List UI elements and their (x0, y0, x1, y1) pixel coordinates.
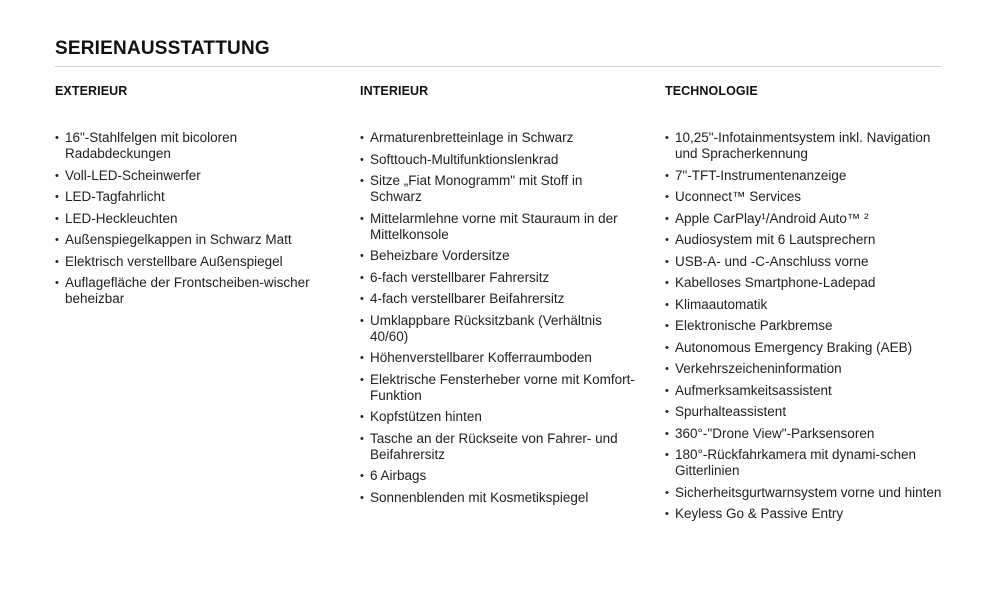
feature-item: • Audiosystem mit 6 Lautsprechern (665, 232, 945, 248)
feature-list (665, 130, 945, 522)
feature-item: • Armaturenbretteinlage in Schwarz (360, 130, 635, 146)
feature-item: • Klimaautomatik (665, 297, 945, 313)
feature-item: • LED-Heckleuchten (55, 211, 330, 227)
feature-item: • Höhenverstellbarer Kofferraumboden (360, 350, 635, 366)
feature-item: • Sonnenblenden mit Kosmetikspiegel (360, 490, 635, 506)
feature-item: • 180°-Rückfahrkamera mit dynami-schen Gitterlinien (665, 447, 945, 479)
feature-item: • Aufmerksamkeitsassistent (665, 383, 945, 399)
feature-item: • Mittelarmlehne vorne mit Stauraum in der Mittelkonsole (360, 211, 635, 243)
feature-item: • Softtouch-Multifunktionslenkrad (360, 152, 635, 168)
feature-item: • Spurhalteassistent (665, 404, 945, 420)
feature-item: • LED-Tagfahrlicht (55, 189, 330, 205)
feature-item: • 6 Airbags (360, 468, 635, 484)
feature-item: • Tasche an der Rückseite von Fahrer- und Beifahrersitz (360, 431, 635, 463)
column-heading: TECHNOLOGIE (665, 84, 758, 98)
feature-item: • Umklappbare Rücksitzbank (Verhältnis 40/60) (360, 313, 635, 345)
feature-item: • USB-A- und -C-Anschluss vorne (665, 254, 945, 270)
column-interieur (360, 84, 640, 511)
feature-item: • Elektrisch verstellbare Außenspiegel (55, 254, 330, 270)
feature-item: • Sitze „Fiat Monogramm" mit Stoff in Schwarz (360, 173, 635, 205)
feature-item: • 6-fach verstellbarer Fahrersitz (360, 270, 635, 286)
feature-item: • Kopfstützen hinten (360, 409, 635, 425)
feature-list (360, 130, 640, 506)
feature-item: • Beheizbare Vordersitze (360, 248, 635, 264)
page-title: SERIENAUSSTATTUNG (55, 38, 270, 59)
column-heading: INTERIEUR (360, 84, 429, 98)
feature-item: • Voll-LED-Scheinwerfer (55, 168, 330, 184)
feature-list (55, 130, 335, 307)
feature-item: • Auflagefläche der Frontscheiben-wischer beheizbar (55, 275, 330, 307)
feature-item: • Elektronische Parkbremse (665, 318, 945, 334)
feature-item: • 360°-"Drone View"-Parksensoren (665, 426, 945, 442)
column-heading: EXTERIEUR (55, 84, 128, 98)
title-divider (55, 66, 941, 67)
feature-item: • Uconnect™ Services (665, 189, 945, 205)
feature-item: • Verkehrszeicheninformation (665, 361, 945, 377)
feature-item: • Außenspiegelkappen in Schwarz Matt (55, 232, 330, 248)
feature-item: • Keyless Go & Passive Entry (665, 506, 945, 522)
feature-item: • Elektrische Fensterheber vorne mit Komfort-Funktion (360, 372, 635, 404)
feature-item: • Kabelloses Smartphone-Ladepad (665, 275, 945, 291)
feature-item: • Apple CarPlay¹/Android Auto™ ² (665, 211, 945, 227)
feature-item: • 10,25"-Infotainmentsystem inkl. Navigation und Spracherkennung (665, 130, 945, 162)
column-technologie (665, 84, 945, 528)
feature-item: • 7"-TFT-Instrumentenanzeige (665, 168, 945, 184)
feature-item: • 4-fach verstellbarer Beifahrersitz (360, 291, 635, 307)
feature-item: • Sicherheitsgurtwarnsystem vorne und hinten (665, 485, 945, 501)
feature-item: • 16"-Stahlfelgen mit bicoloren Radabdeckungen (55, 130, 330, 162)
column-exterieur (55, 84, 335, 313)
feature-item: • Autonomous Emergency Braking (AEB) (665, 340, 945, 356)
